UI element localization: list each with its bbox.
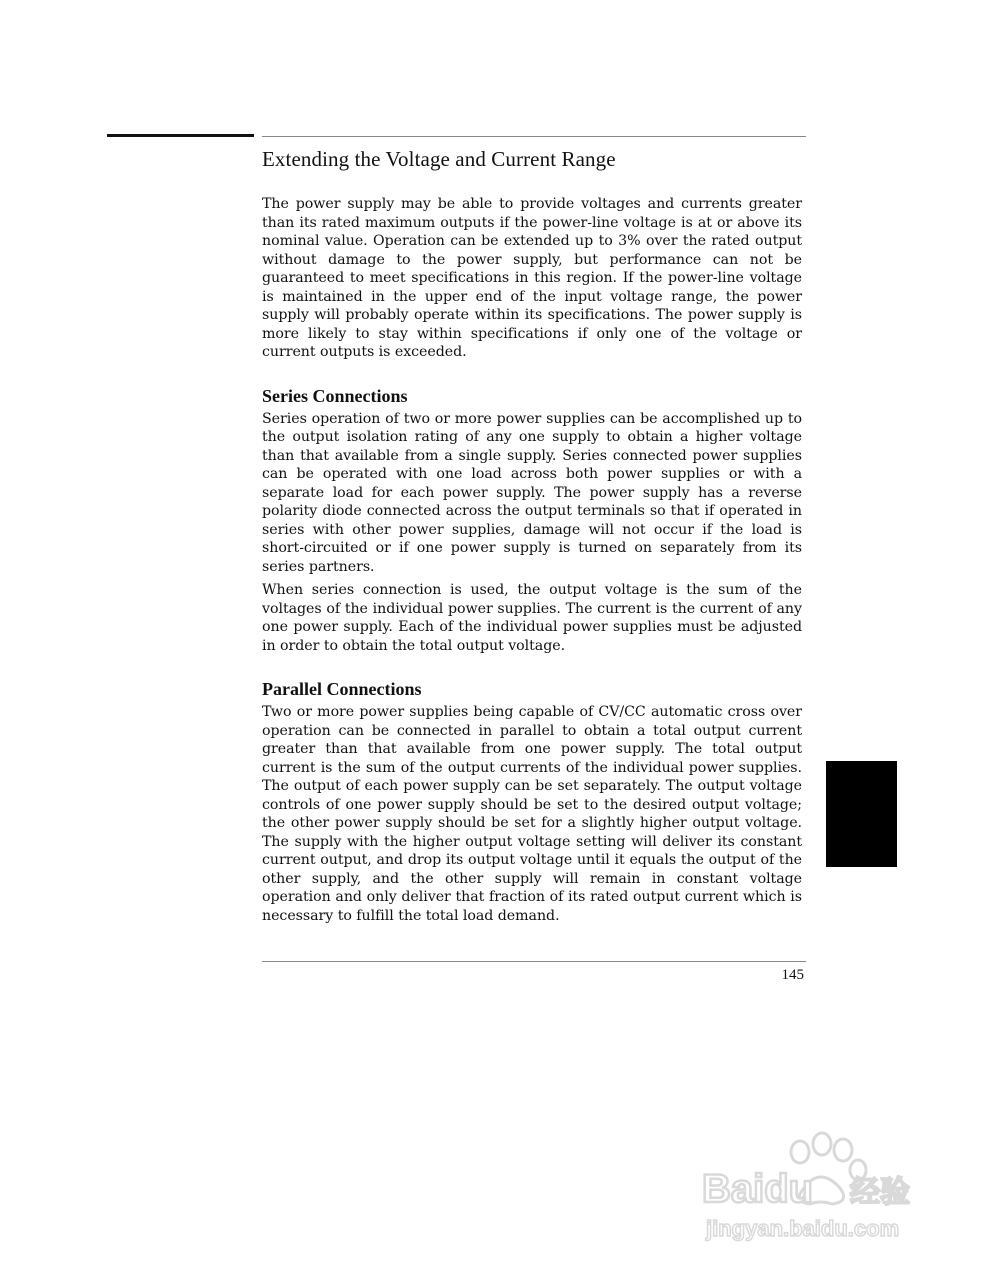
header-rule-left: [107, 134, 254, 137]
page-content: [262, 145, 802, 925]
section-title: Extending the Voltage and Current Range: [262, 147, 616, 171]
parallel-connections-heading: Parallel Connections: [262, 679, 422, 699]
watermark-brand: Baidu: [702, 1167, 814, 1211]
series-paragraph-1: Series operation of two or more power supplies can be accomplished up to the output isolation rating of any one supply to obtain a higher voltage than that available from a single supply. Series connected power supplies can be operated with one load across both power supplies or with a separate load for each power supply. The power supply has a reverse polarity diode connected across the output terminals so that if operated in series with other power supplies, damage will not occur if the load is short-circuited or if one power supply is turned on separately from its series partners.: [262, 410, 802, 575]
intro-paragraph: The power supply may be able to provide voltages and currents greater than its rated maximum outputs if the power-line voltage is at or above its nominal value. Operation can be extended up to 3% over the rated output without damage to the power supply, but performance can not be guaranteed to meet specifications in this region. If the power-line voltage is maintained in the upper end of the input voltage range, the power supply will probably operate within its specifications. The power supply is more likely to stay within specifications if only one of the voltage or current outputs is exceeded.: [262, 196, 802, 360]
series-connections-heading: Series Connections: [262, 385, 408, 406]
watermark-brand-cn: 经验: [850, 1175, 910, 1210]
header-rule: [262, 136, 806, 137]
baidu-jingyan-watermark: [700, 1130, 940, 1250]
parallel-paragraph-1: Two or more power supplies being capable of CV/CC automatic cross over operation can be connected in parallel to obtain a total output current greater than that available from one power supply. The total output current is the sum of the output currents of the individual power supplies. The output of each power supply can be set separately. The output voltage controls of one power supply should be set to the desired output voltage; the other power supply should be set for a slightly higher output voltage. The supply with the higher output voltage setting will deliver its constant current output, and drop its output voltage until it equals the output of the other supply, and the other supply will remain in constant voltage operation and only deliver that fraction of its rated output current which is necessary to fulfill the total load demand.: [262, 704, 802, 924]
watermark-url: jingyan.baidu.com: [706, 1216, 900, 1241]
paw-logo-icon: [700, 1130, 940, 1250]
footer-rule: [262, 961, 806, 962]
page-number: 145: [781, 967, 804, 983]
chapter-edge-tab: [826, 761, 897, 867]
series-paragraph-2: When series connection is used, the output voltage is the sum of the voltages of the individual power supplies. The current is the current of any one power supply. Each of the individual power supplies must be adjusted in order to obtain the total output voltage.: [262, 582, 802, 654]
